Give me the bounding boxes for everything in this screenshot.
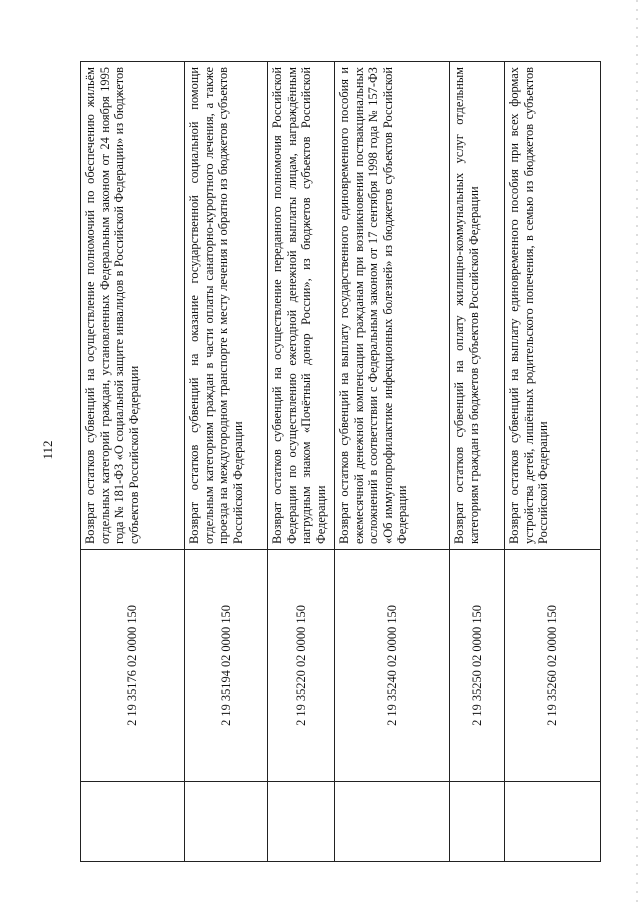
description-cell: Возврат остатков субвенций на оплату жилищно-коммунальных услуг отдельным категориям граждан из бюджетов субъектов Российской Федерации xyxy=(450,62,505,550)
table-row xyxy=(450,62,505,862)
table-row xyxy=(268,62,335,862)
scan-edge-marks xyxy=(636,0,638,905)
table-row xyxy=(81,62,185,862)
table-cell-blank xyxy=(81,782,185,862)
budget-code-cell: 2 19 35260 02 0000 150 xyxy=(505,550,601,782)
table-cell-blank xyxy=(335,782,450,862)
table-row xyxy=(185,62,268,862)
description-cell: Возврат остатков субвенций на осуществление полномочий по обеспечению жильём отдельных категорий граждан, установленных Федеральным законом от 24 ноября 1995 года № 181-ФЗ «О социальной защите инвалидов в Российской Федерации» из бюджетов субъектов Российской Федерации xyxy=(81,62,185,550)
budget-code-cell: 2 19 35220 02 0000 150 xyxy=(268,550,335,782)
table-cell-blank xyxy=(268,782,335,862)
table-cell-blank xyxy=(505,782,601,862)
budget-code-cell: 2 19 35240 02 0000 150 xyxy=(335,550,450,782)
table-row xyxy=(335,62,450,862)
table-cell-blank xyxy=(185,782,268,862)
table-row xyxy=(505,62,601,862)
table-cell-blank xyxy=(450,782,505,862)
budget-code-cell: 2 19 35194 02 0000 150 xyxy=(185,550,268,782)
budget-code-cell: 2 19 35250 02 0000 150 xyxy=(450,550,505,782)
page-number: 112 xyxy=(40,440,55,460)
document-table-container xyxy=(80,62,600,862)
budget-code-cell: 2 19 35176 02 0000 150 xyxy=(81,550,185,782)
budget-codes-table xyxy=(80,61,601,862)
description-cell: Возврат остатков субвенций на выплату единовременного пособия при всех формах устройства детей, лишённых родительского попечения, в семью из бюджетов субъектов Российской Федерации xyxy=(505,62,601,550)
description-cell: Возврат остатков субвенций на оказание государственной социальной помощи отдельным категориям граждан в части оплаты санаторно-курортного лечения, а также проезда на междугородном транспорте к месту лечения и обратно из бюджетов субъектов Российской Федерации xyxy=(185,62,268,550)
description-cell: Возврат остатков субвенций на выплату государственного единовременного пособия и ежемесячной денежной компенсации гражданам при возникновении поствакцинальных осложнений в соответствии с Федеральным законом от 17 сентября 1998 года № 157-ФЗ «Об иммунопрофилактике инфекционных болезней» из бюджетов субъектов Российской Федерации xyxy=(335,62,450,550)
description-cell: Возврат остатков субвенций на осуществление переданного полномочия Российской Федерации по осуществлению ежегодной денежной выплаты лицам, награждённым нагрудным знаком «Почётный донор России», из бюджетов субъектов Российской Федерации xyxy=(268,62,335,550)
